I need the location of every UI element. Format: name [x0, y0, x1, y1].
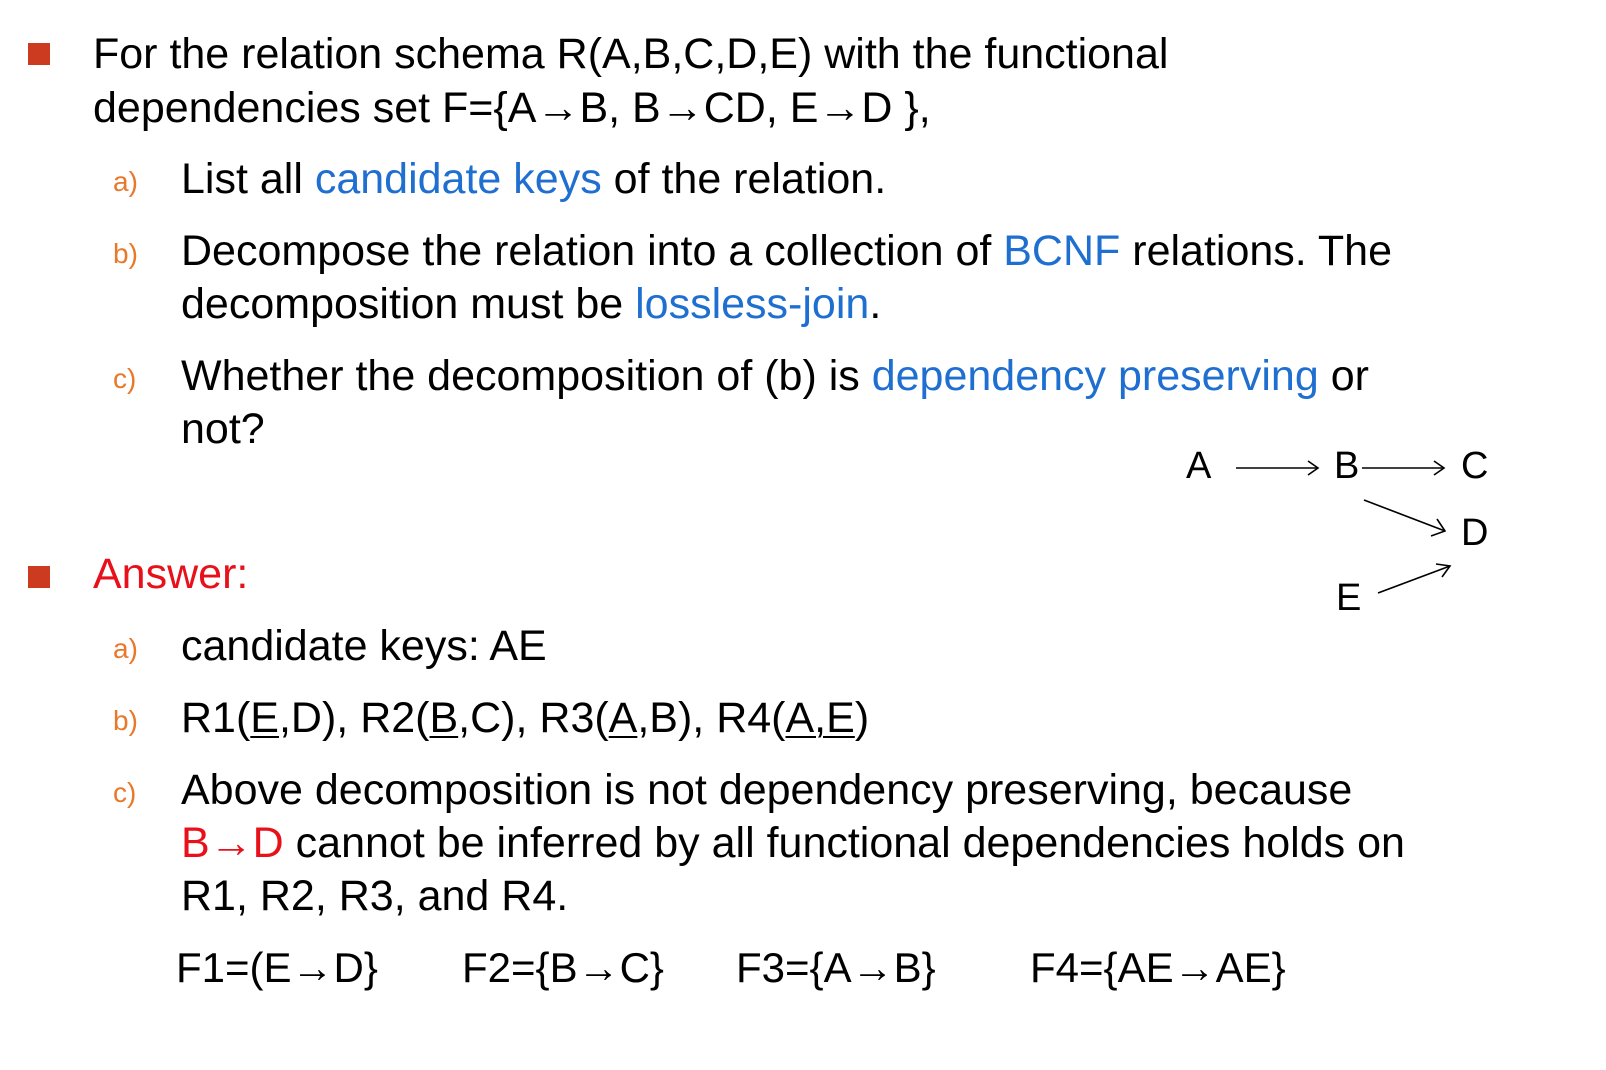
key-r1: E — [250, 694, 279, 742]
answer-c-line-3: R1, R2, R3, and R4. — [181, 872, 569, 920]
fd-f4: F4={AE→AE} — [1030, 944, 1286, 991]
question-item-c-line-1: Whether the decomposition of (b) is dependency preserving or — [181, 352, 1369, 400]
highlight-candidate-keys: candidate keys — [314, 155, 602, 203]
key-r2: B — [429, 694, 459, 742]
bullet-square — [28, 566, 50, 588]
arrow-b-to-c — [1362, 461, 1444, 475]
answer-marker-c: c) — [113, 777, 137, 808]
question-item-a: List all candidate keys of the relation. — [181, 155, 887, 203]
question-line-2: dependencies set F={A→B, B→CD, E→D }, — [93, 84, 931, 132]
fd-f3: F3={A→B} — [736, 944, 936, 991]
highlight-bcnf: BCNF — [1003, 227, 1121, 275]
highlight-b-to-d: B→D — [181, 819, 284, 867]
item-marker-a: a) — [113, 166, 138, 197]
arrow-a-to-b — [1236, 461, 1318, 475]
question-item-b-line-1: Decompose the relation into a collection of BCNF relations. The — [181, 227, 1393, 275]
question-line-1: For the relation schema R(A,B,C,D,E) with the functional — [93, 30, 1169, 78]
answer-marker-b: b) — [113, 705, 138, 736]
fd-f1: F1=(E→D} — [176, 944, 378, 991]
diagram-node-c: C — [1461, 445, 1489, 487]
question-item-c-line-2: not? — [181, 405, 265, 453]
fd-f2: F2={B→C} — [462, 944, 664, 991]
bullet-square — [28, 43, 50, 65]
question-item-b-line-2: decomposition must be lossless-join. — [181, 280, 882, 328]
diagram-node-e: E — [1336, 577, 1362, 619]
key-r4: A,E — [785, 694, 855, 742]
answer-a: candidate keys: AE — [181, 622, 547, 670]
answer-b: R1(E,D), R2(B,C), R3(A,B), R4(A,E) — [181, 694, 870, 742]
arrow-e-to-d — [1378, 564, 1450, 593]
highlight-dependency-preserving: dependency preserving — [871, 352, 1319, 400]
answer-c-line-1: Above decomposition is not dependency preserving, because — [181, 766, 1353, 814]
answer-label: Answer: — [93, 550, 249, 598]
diagram-node-b: B — [1334, 445, 1360, 487]
diagram-node-d: D — [1461, 512, 1489, 554]
answer-c-line-2: B→D cannot be inferred by all functional dependencies holds on — [181, 819, 1405, 867]
key-r3: A — [608, 694, 638, 742]
item-marker-c: c) — [113, 363, 137, 394]
item-marker-b: b) — [113, 238, 138, 269]
diagram-node-a: A — [1186, 445, 1212, 487]
arrow-b-to-d — [1364, 500, 1445, 536]
highlight-lossless-join: lossless-join — [635, 280, 870, 328]
answer-marker-a: a) — [113, 633, 138, 664]
